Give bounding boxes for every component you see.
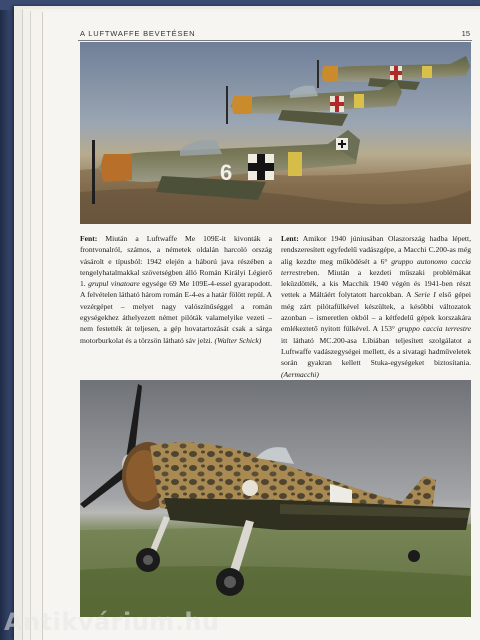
macchi-c200-photo-icon	[80, 380, 471, 617]
caption-left	[80, 233, 272, 346]
photo-credit: (Walter Schick)	[214, 335, 262, 345]
caption-text: itt látható MC.200-asa Líbiában teljesített szolgálatot a Luftwaffe vadászegységei mellett, és a sivatagi hadműveletek során gyakran kellett Stuka-egységeket biztosítania.	[281, 335, 471, 368]
photo-credit: (Aermacchi)	[281, 369, 319, 379]
bf109-formation-photo-icon	[80, 42, 471, 224]
caption-italic: grupul vinatoare	[88, 279, 140, 289]
caption-lead-top: Fent:	[80, 234, 98, 243]
bottom-photo	[80, 380, 471, 617]
caption-italic: gruppo caccia terrestre	[397, 324, 471, 334]
caption-text: Miután a Luftwaffe Me 109E-it kivonták a frontvonalról, számos, a németek oldalán harcoló ország vásárolt e típusból: 1942 elején a háború java részében a tengelyhatalmakkal szövetségben álló Román Királyi Légierő 1.	[80, 234, 272, 289]
fuselage-number: 6	[220, 160, 233, 185]
caption-lead-bottom: Lent:	[281, 234, 299, 243]
top-photo	[80, 42, 471, 224]
caption-italic: Serie I	[414, 290, 436, 300]
page-number: 15	[461, 29, 470, 38]
caption-text: első gépei még zárt pilótafülkével készültek, a későbbi változatok azonban – ismeretlen okból – a kétfedelű gépek korszakára emlékeztető nyitott fülkével. A 153°	[281, 290, 472, 334]
watermark: Antikvárium.hu	[4, 608, 220, 636]
caption-right	[281, 233, 471, 380]
caption-italic: gruppo autonomo caccia terrestre	[281, 256, 471, 277]
caption-text: egysége 69 Me 109E-4-essel gyarapodott. A felvételen látható három román E-4-es a határ fölött repül. A vezérgépet – melyet nagy valószínűséggel a román egységekhez áthelyezett német pilóták valamelyike vezeti – nem festették át teljesen, a gép hovatartozását csak a sárga motorburkolat és a törzsön látható sáv jelzi.	[80, 279, 272, 345]
running-head: A LUFTWAFFE BEVETÉSEN	[80, 29, 196, 38]
caption-text: ben. Miután a kezdeti műszaki problémákat leküzdötték, a kis Macchik 1940 végén és 1941-ben részt vettek a Máltáért folytatott harcokban. A	[281, 267, 471, 300]
caption-text: Amikor 1940 júniusában Olaszország hadba lépett, rendszeresített egyfedelű vadászgépe, a Macchi C.200-as még alig kezdte meg működését a 6°	[281, 234, 471, 266]
